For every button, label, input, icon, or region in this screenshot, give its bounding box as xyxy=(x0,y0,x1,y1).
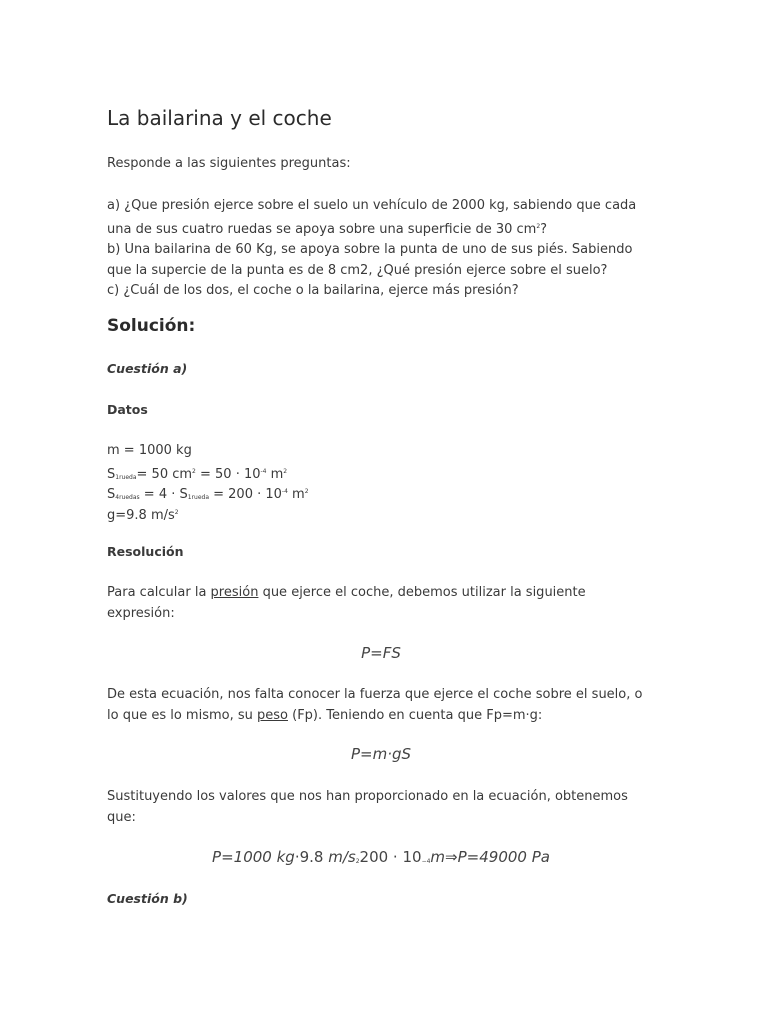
equation-3: P=1000 kg·9.8 $m/s_2200$ · $10_{-4}m\Rightarrow P=49000$ Pa xyxy=(212,848,550,866)
question-b-line-2: que la supercie de la punta es de 8 cm2, ¿Qué presión ejerce sobre el suelo? xyxy=(107,262,608,278)
peso-link[interactable]: peso xyxy=(257,707,288,723)
question-b-heading: Cuestión b) xyxy=(107,891,188,906)
question-a-heading: Cuestión a) xyxy=(107,361,188,376)
question-a-line-1: a) ¿Que presión ejerce sobre el suelo un vehículo de 2000 kg, sabiendo que cada xyxy=(107,198,637,213)
datos-gravity: g=9.8 $m/s^2$ xyxy=(107,507,179,523)
resolucion-heading: Resolución xyxy=(107,544,184,559)
equation-2: P=m·gS xyxy=(350,745,412,763)
datos-list xyxy=(107,441,309,523)
questions-block xyxy=(107,196,636,302)
datos-s1rueda: $S_{1rueda}= 50$ $cm^2 = 50 \cdot 10^{-4}$ $m^2$ xyxy=(107,466,288,482)
solution-heading: Solución: xyxy=(107,316,196,336)
paragraph-2: De esta ecuación, nos falta conocer la fuerza que ejerce el coche sobre el suelo, o lo que es lo mismo, su peso (Fp). Teniendo en cuenta que Fp=m·g: xyxy=(107,687,643,723)
question-a-line-2: una de sus cuatro ruedas se apoya sobre una superficie de 30 $cm^2$? xyxy=(107,221,548,237)
page-title: La bailarina y el coche xyxy=(107,106,332,130)
datos-heading: Datos xyxy=(107,402,148,417)
equation-1: P=FS xyxy=(361,644,401,662)
paragraph-1: Para calcular la presión que ejerce el coche, debemos utilizar la siguiente expresión: xyxy=(107,585,586,621)
datos-s4ruedas: $S_{4ruedas} = 4 \cdot S_{1rueda} = 200 \cdot 10^{-4}$ $m^2$ xyxy=(107,487,309,502)
datos-mass: m = 1000 kg xyxy=(107,443,192,458)
question-c: c) ¿Cuál de los dos, el coche o la bailarina, ejerce más presión? xyxy=(107,283,519,298)
presion-link[interactable]: presión xyxy=(210,585,259,600)
question-b-line-1: b) Una bailarina de 60 Kg, se apoya sobre la punta de uno de sus piés. Sabiendo xyxy=(107,242,633,257)
paragraph-3: Sustituyendo los valores que nos han proporcionado en la ecuación, obtenemos que: xyxy=(107,789,628,825)
intro-text: Responde a las siguientes preguntas: xyxy=(107,156,351,171)
